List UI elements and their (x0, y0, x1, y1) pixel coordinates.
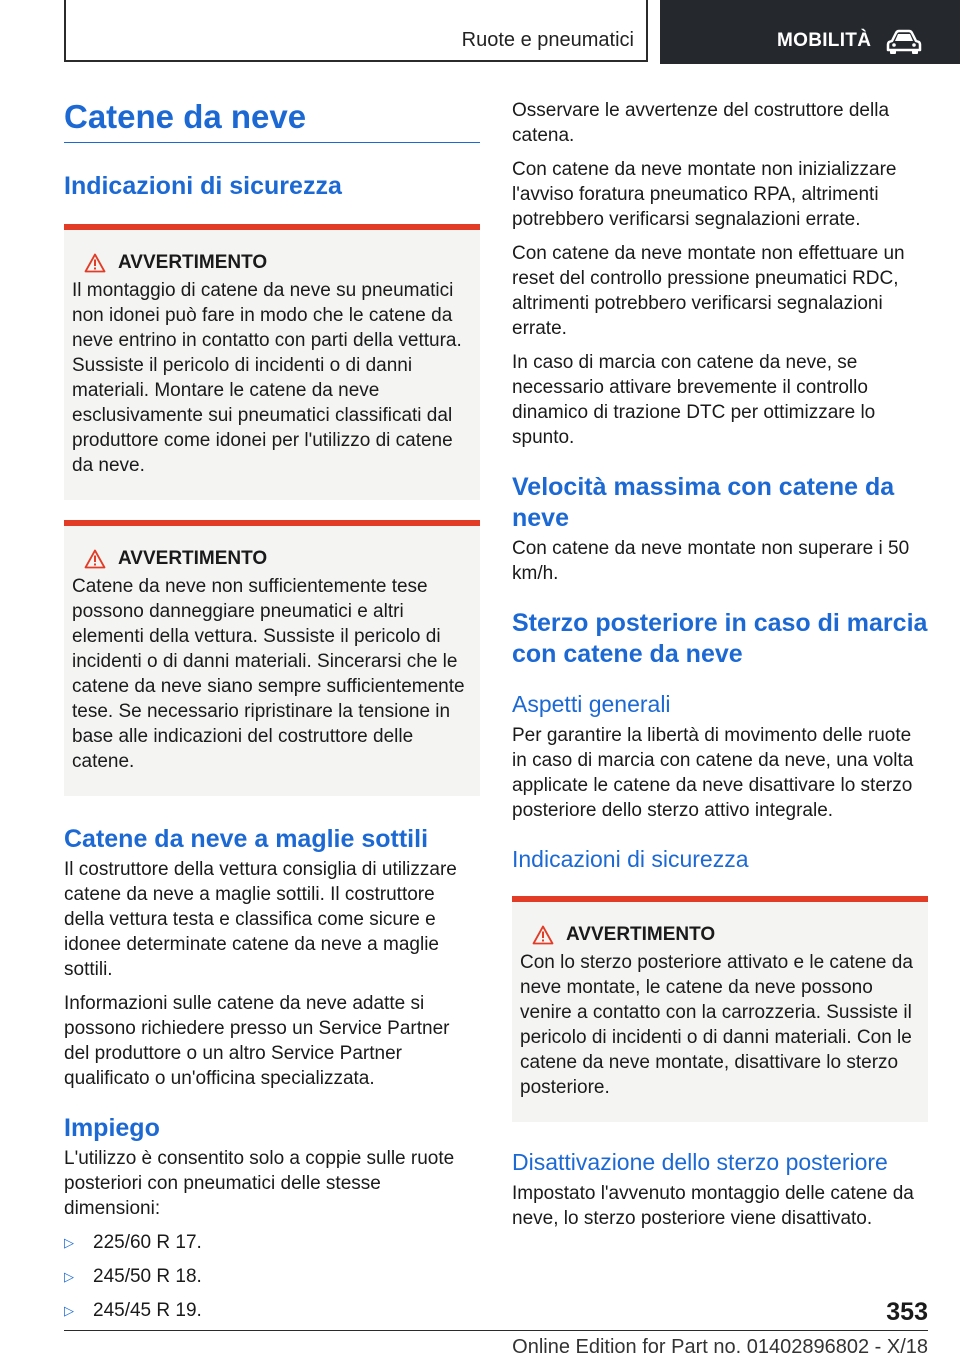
paragraph: Informazioni sulle catene da neve adatte si possono richiedere presso un Service Partner del produttore o un altro Service Partner qualificato o un'officina specializzata. (64, 993, 450, 1089)
paragraph: Per garantire la libertà di movimento delle ruote in caso di marcia con catene da neve, una volta applicate le catene da neve disattivare lo sterzo posteriore dello sterzo attivo integrale. (512, 725, 914, 821)
warning-title: AVVERTIMENTO (118, 252, 268, 273)
footer-edition: Online Edition for Part no. 01402896802 - X/18 (512, 1336, 928, 1358)
list-item: ▷ 225/60 R 17. (64, 1232, 202, 1253)
right-column (512, 98, 928, 1231)
warning-text: Il montaggio di catene da neve su pneumatici non idonei può fare in modo che le catene da neve entrino in contatto con parti della vettura. Sussiste il pericolo di incidenti o di danni materiali. Montare le catene da neve esclusivamente sui pneumatici classificati dal produttore come idonei per l'utilizzo di catene da neve. (72, 280, 462, 476)
warning-box (64, 224, 480, 500)
paragraph: Con catene da neve montate non superare i 50 km/h. (512, 538, 910, 584)
paragraph: Con catene da neve montate non inizializzare l'avviso foratura pneumatico RPA, altrimenti potrebbero verificarsi segnalazioni errate. (512, 159, 897, 230)
header-chapter-label: MOBILITÀ (777, 30, 872, 51)
paragraph: Con catene da neve montate non effettuare un reset del controllo pressione pneumatici RDC, altrimenti potrebbero verificarsi segnalazioni errate. (512, 243, 905, 339)
paragraph: Osservare le avvertenze del costruttore della catena. (512, 100, 890, 146)
warning-triangle-icon (84, 253, 106, 273)
header-section-box (64, 0, 648, 62)
warning-text: Catene da neve non sufficientemente tese possono danneggiare pneumatici e altri elementi della vettura. Sussiste il pericolo di incidenti o di danni materiali. Sincerarsi che le catene da neve siano sempre sufficientemente tese. Se necessario ripristinare la tensione in base alle indicazioni del costruttore delle catene. (72, 576, 465, 772)
warning-triangle-icon (532, 925, 554, 945)
tire-size-list (64, 1230, 480, 1323)
section-heading-usage: Impiego (64, 1114, 160, 1142)
header-chapter-tab (660, 0, 960, 64)
paragraph: L'utilizzo è consentito solo a coppie sulle ruote posteriori con pneumatici delle stesse dimensioni: (64, 1148, 455, 1219)
subheading-safety: Indicazioni di sicurezza (512, 846, 749, 872)
warning-text: Con lo sterzo posteriore attivato e le catene da neve montate, le catene da neve possono venire a contatto con la carrozzeria. Sussiste il pericolo di incidenti o di danni materiali. Con le catene da neve montate, disattivare lo sterzo posteriore. (520, 952, 913, 1098)
warning-title: AVVERTIMENTO (566, 924, 716, 945)
paragraph: In caso di marcia con catene da neve, se necessario attivare brevemente il controllo dinamico di trazione DTC per ottimizzare lo spunto. (512, 352, 876, 448)
paragraph: Il costruttore della vettura consiglia di utilizzare catene da neve a maglie sottili. Il costruttore della vettura testa e classifica come sicure e idonee determinate catene da neve a maglie sottili. (64, 859, 457, 980)
section-heading-safety: Indicazioni di sicurezza (64, 172, 342, 200)
list-item: ▷ 245/50 R 18. (64, 1266, 202, 1287)
subheading-general: Aspetti generali (512, 691, 671, 717)
footer-divider (64, 1330, 928, 1331)
paragraph: Impostato l'avvenuto montaggio delle catene da neve, lo sterzo posteriore viene disattivato. (512, 1183, 914, 1229)
page-number: 353 (886, 1298, 928, 1326)
section-heading-fine-chains: Catene da neve a maglie sottili (64, 825, 429, 853)
car-icon (886, 29, 922, 55)
bullet-triangle-icon: ▷ (64, 1269, 74, 1284)
subheading-deactivation: Disattivazione dello sterzo posteriore (512, 1149, 888, 1175)
bullet-triangle-icon: ▷ (64, 1235, 74, 1250)
header-section-title: Ruote e pneumatici (461, 29, 634, 51)
page-title: Catene da neve (64, 98, 480, 143)
warning-title: AVVERTIMENTO (118, 548, 268, 569)
section-heading-rear-steering: Sterzo posteriore in caso di marcia con catene da neve (512, 609, 928, 668)
warning-box (64, 520, 480, 796)
bullet-triangle-icon: ▷ (64, 1303, 74, 1318)
list-item: ▷ 245/45 R 19. (64, 1300, 202, 1321)
warning-box (512, 896, 928, 1122)
warning-triangle-icon (84, 549, 106, 569)
left-column (64, 98, 480, 1332)
section-heading-max-speed: Velocità massima con catene da neve (512, 473, 895, 532)
